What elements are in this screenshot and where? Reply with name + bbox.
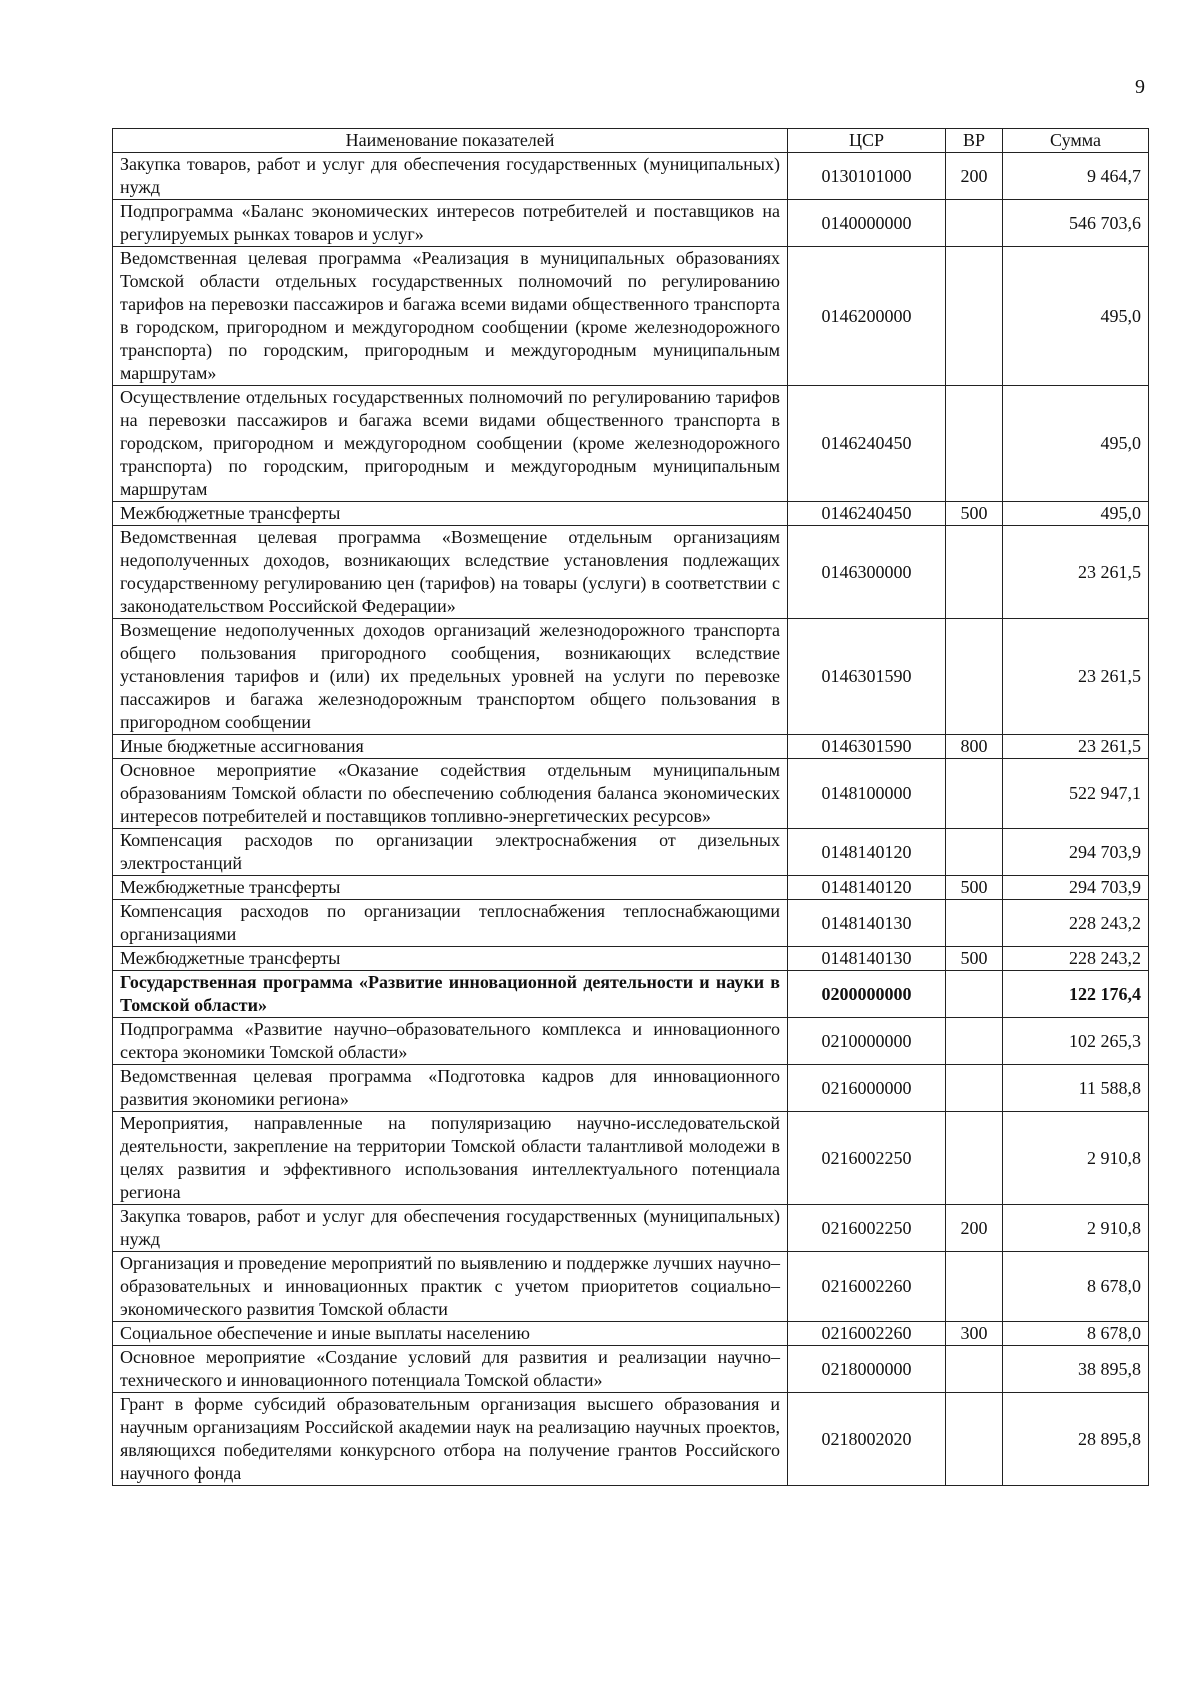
cell-sum: 228 243,2 — [1003, 947, 1149, 971]
cell-vr — [946, 900, 1003, 947]
column-header-sum: Сумма — [1003, 129, 1149, 153]
cell-vr: 800 — [946, 735, 1003, 759]
cell-vr: 300 — [946, 1322, 1003, 1346]
table-row — [113, 1205, 1149, 1252]
cell-sum: 2 910,8 — [1003, 1205, 1149, 1252]
cell-csr: 0146240450 — [788, 386, 946, 502]
budget-table — [112, 128, 1149, 1486]
cell-name: Ведомственная целевая программа «Возмещение отдельным организациям недополученных доходов, возникающих вследствие установления подлежащих государственному регулированию цен (тарифов) на товары (услуги) в соответствии с законодательством Российской Федерации» — [113, 526, 788, 619]
cell-name: Основное мероприятие «Оказание содействия отдельным муниципальным образованиям Томской области по обеспечению соблюдения баланса экономических интересов потребителей и поставщиков топливно-энергетических ресурсов» — [113, 759, 788, 829]
cell-sum: 23 261,5 — [1003, 735, 1149, 759]
cell-name: Межбюджетные трансферты — [113, 947, 788, 971]
cell-name: Организация и проведение мероприятий по выявлению и поддержке лучших научно–образовательных и инновационных практик с учетом приоритетов социально–экономического развития Томской области — [113, 1252, 788, 1322]
cell-vr: 200 — [946, 153, 1003, 200]
cell-csr: 0148140130 — [788, 900, 946, 947]
cell-vr — [946, 1112, 1003, 1205]
table-body — [113, 153, 1149, 1486]
cell-vr — [946, 247, 1003, 386]
cell-csr: 0148140130 — [788, 947, 946, 971]
cell-csr: 0146301590 — [788, 619, 946, 735]
column-header-vr: ВР — [946, 129, 1003, 153]
table-row — [113, 1252, 1149, 1322]
column-header-csr: ЦСР — [788, 129, 946, 153]
table-row — [113, 200, 1149, 247]
cell-sum: 102 265,3 — [1003, 1018, 1149, 1065]
cell-vr — [946, 200, 1003, 247]
cell-csr: 0148140120 — [788, 829, 946, 876]
table-row — [113, 1393, 1149, 1486]
cell-sum: 522 947,1 — [1003, 759, 1149, 829]
cell-vr — [946, 1393, 1003, 1486]
table-row — [113, 1112, 1149, 1205]
cell-csr: 0218000000 — [788, 1346, 946, 1393]
cell-sum: 546 703,6 — [1003, 200, 1149, 247]
cell-vr — [946, 1018, 1003, 1065]
cell-name: Межбюджетные трансферты — [113, 876, 788, 900]
cell-csr: 0148140120 — [788, 876, 946, 900]
cell-name: Компенсация расходов по организации теплоснабжения теплоснабжающими организациями — [113, 900, 788, 947]
cell-csr: 0200000000 — [788, 971, 946, 1018]
table-row — [113, 900, 1149, 947]
cell-vr — [946, 971, 1003, 1018]
cell-csr: 0210000000 — [788, 1018, 946, 1065]
cell-name: Закупка товаров, работ и услуг для обеспечения государственных (муниципальных) нужд — [113, 153, 788, 200]
cell-csr: 0148100000 — [788, 759, 946, 829]
cell-csr: 0146240450 — [788, 502, 946, 526]
cell-sum: 2 910,8 — [1003, 1112, 1149, 1205]
cell-name: Осуществление отдельных государственных полномочий по регулированию тарифов на перевозки пассажиров и багажа всеми видами общественного транспорта в городском, пригородном и междугородном сообщении (кроме железнодорожного транспорта) по городским, пригородным и междугородным муниципальным маршрутам — [113, 386, 788, 502]
cell-sum: 11 588,8 — [1003, 1065, 1149, 1112]
cell-name: Подпрограмма «Развитие научно–образовательного комплекса и инновационного сектора экономики Томской области» — [113, 1018, 788, 1065]
table-row — [113, 1065, 1149, 1112]
table-row — [113, 829, 1149, 876]
cell-csr: 0146300000 — [788, 526, 946, 619]
table-row — [113, 502, 1149, 526]
table-row — [113, 153, 1149, 200]
table-row — [113, 876, 1149, 900]
cell-name: Ведомственная целевая программа «Реализация в муниципальных образованиях Томской области отдельных государственных полномочий по регулированию тарифов на перевозки пассажиров и багажа всеми видами общественного транспорта в городском, пригородном и междугородном сообщении (кроме железнодорожного транспорта) по городским, пригородным и междугородным муниципальным маршрутам» — [113, 247, 788, 386]
cell-csr: 0146200000 — [788, 247, 946, 386]
cell-sum: 28 895,8 — [1003, 1393, 1149, 1486]
cell-vr: 500 — [946, 876, 1003, 900]
cell-sum: 9 464,7 — [1003, 153, 1149, 200]
cell-sum: 8 678,0 — [1003, 1252, 1149, 1322]
cell-vr: 500 — [946, 947, 1003, 971]
cell-sum: 8 678,0 — [1003, 1322, 1149, 1346]
cell-csr: 0216002250 — [788, 1112, 946, 1205]
table-row — [113, 619, 1149, 735]
table-row — [113, 947, 1149, 971]
cell-sum: 294 703,9 — [1003, 876, 1149, 900]
cell-vr — [946, 759, 1003, 829]
cell-name: Социальное обеспечение и иные выплаты населению — [113, 1322, 788, 1346]
cell-csr: 0146301590 — [788, 735, 946, 759]
cell-sum: 228 243,2 — [1003, 900, 1149, 947]
table-row — [113, 1322, 1149, 1346]
cell-sum: 23 261,5 — [1003, 619, 1149, 735]
cell-sum: 495,0 — [1003, 386, 1149, 502]
table-row — [113, 759, 1149, 829]
table-row — [113, 1346, 1149, 1393]
cell-vr: 500 — [946, 502, 1003, 526]
table-row — [113, 735, 1149, 759]
page-number: 9 — [1135, 76, 1145, 98]
header-row — [113, 129, 1149, 153]
table-row — [113, 386, 1149, 502]
cell-name: Мероприятия, направленные на популяризацию научно-исследовательской деятельности, закрепление на территории Томской области талантливой молодежи в целях развития и эффективного использования интеллектуального потенциала региона — [113, 1112, 788, 1205]
cell-name: Возмещение недополученных доходов организаций железнодорожного транспорта общего пользования пригородного сообщения, возникающих вследствие установления тарифов и (или) их предельных уровней на услуги по перевозке пассажиров и багажа железнодорожным транспортом общего пользования в пригородном сообщении — [113, 619, 788, 735]
cell-name: Компенсация расходов по организации электроснабжения от дизельных электростанций — [113, 829, 788, 876]
cell-name: Подпрограмма «Баланс экономических интересов потребителей и поставщиков на регулируемых рынках товаров и услуг» — [113, 200, 788, 247]
cell-vr — [946, 1065, 1003, 1112]
cell-name: Закупка товаров, работ и услуг для обеспечения государственных (муниципальных) нужд — [113, 1205, 788, 1252]
cell-sum: 294 703,9 — [1003, 829, 1149, 876]
cell-csr: 0216002260 — [788, 1322, 946, 1346]
cell-csr: 0130101000 — [788, 153, 946, 200]
table-row — [113, 526, 1149, 619]
cell-name: Межбюджетные трансферты — [113, 502, 788, 526]
cell-sum: 122 176,4 — [1003, 971, 1149, 1018]
cell-csr: 0216002260 — [788, 1252, 946, 1322]
cell-csr: 0140000000 — [788, 200, 946, 247]
table-row — [113, 247, 1149, 386]
cell-csr: 0216000000 — [788, 1065, 946, 1112]
cell-sum: 38 895,8 — [1003, 1346, 1149, 1393]
table-row — [113, 971, 1149, 1018]
cell-csr: 0218002020 — [788, 1393, 946, 1486]
cell-vr — [946, 829, 1003, 876]
cell-vr: 200 — [946, 1205, 1003, 1252]
cell-vr — [946, 386, 1003, 502]
cell-name: Ведомственная целевая программа «Подготовка кадров для инновационного развития экономики региона» — [113, 1065, 788, 1112]
cell-name: Грант в форме субсидий образовательным организация высшего образования и научным организациям Российской академии наук на реализацию научных проектов, являющихся победителями конкурсного отбора на получение грантов Российского научного фонда — [113, 1393, 788, 1486]
cell-name: Иные бюджетные ассигнования — [113, 735, 788, 759]
cell-sum: 495,0 — [1003, 502, 1149, 526]
table-row — [113, 1018, 1149, 1065]
cell-sum: 495,0 — [1003, 247, 1149, 386]
cell-vr — [946, 619, 1003, 735]
cell-csr: 0216002250 — [788, 1205, 946, 1252]
cell-name: Государственная программа «Развитие инновационной деятельности и науки в Томской области» — [113, 971, 788, 1018]
cell-vr — [946, 1346, 1003, 1393]
cell-vr — [946, 1252, 1003, 1322]
cell-sum: 23 261,5 — [1003, 526, 1149, 619]
cell-vr — [946, 526, 1003, 619]
cell-name: Основное мероприятие «Создание условий для развития и реализации научно–технического и инновационного потенциала Томской области» — [113, 1346, 788, 1393]
column-header-name: Наименование показателей — [113, 129, 788, 153]
